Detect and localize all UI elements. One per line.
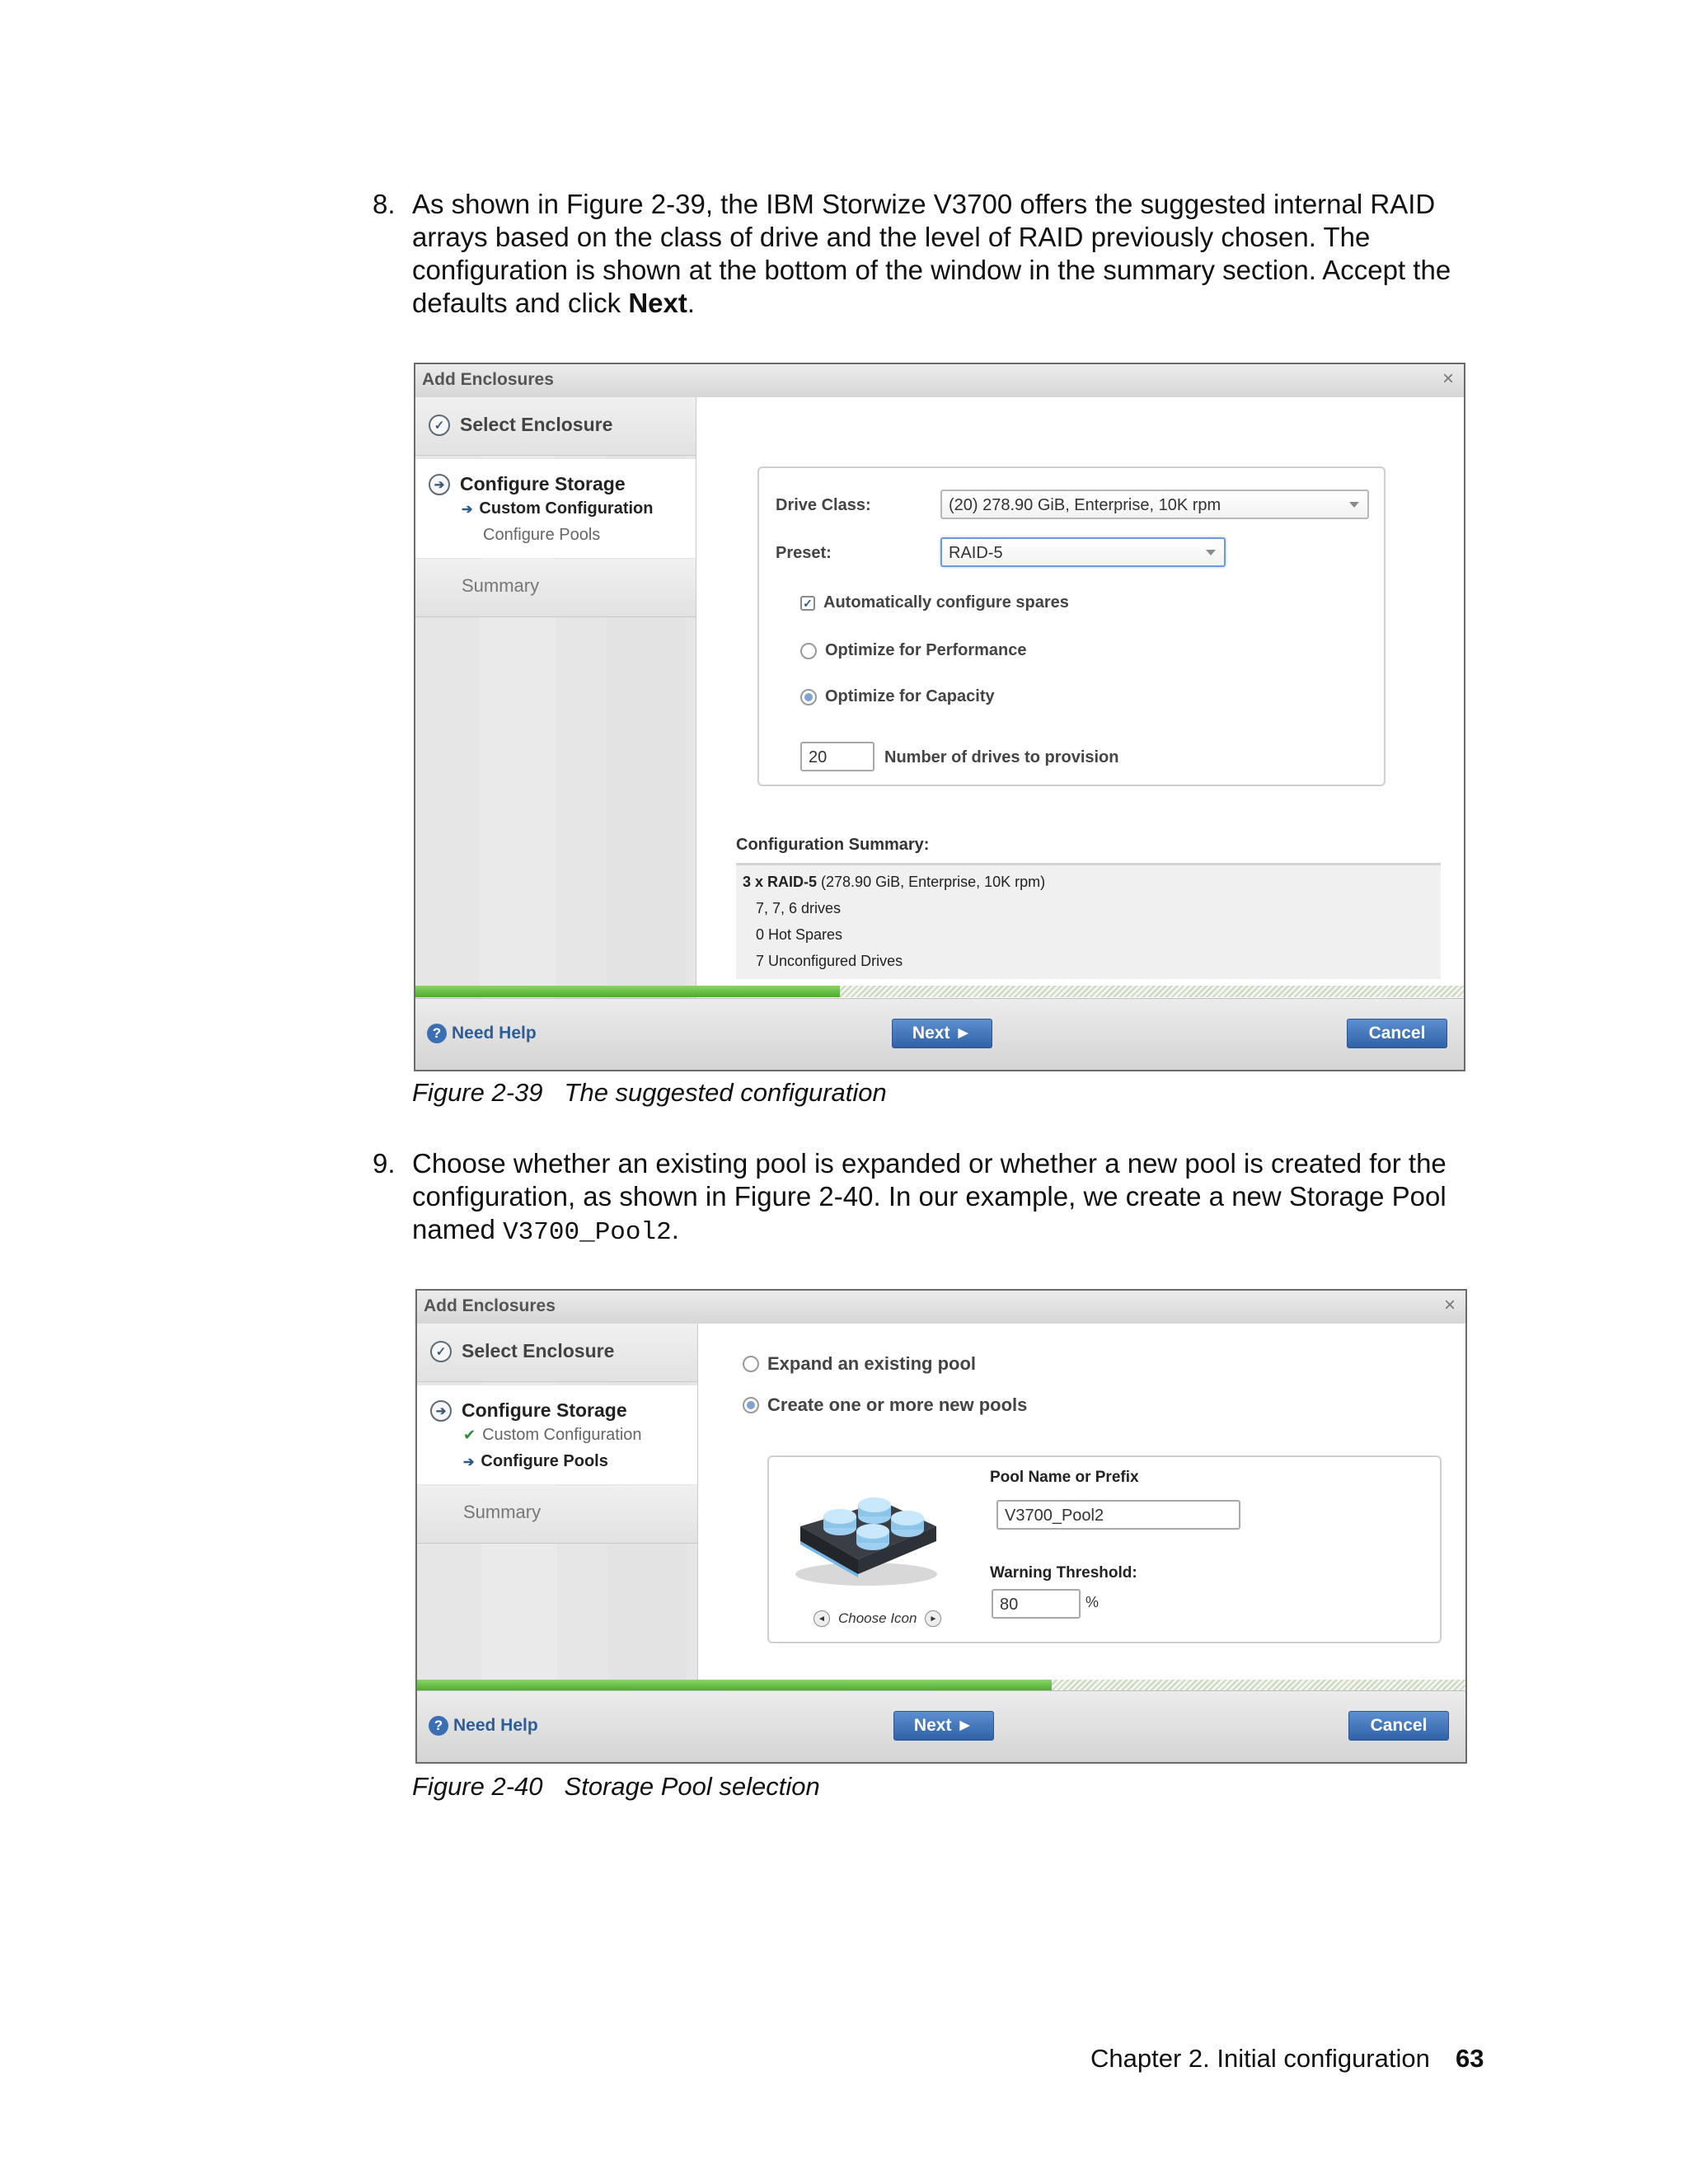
caption-text: The suggested configuration <box>564 1078 887 1107</box>
arrow-right-icon: ➔ <box>463 1455 475 1469</box>
cancel-button[interactable]: Cancel <box>1348 1711 1449 1741</box>
nav-band-summary <box>415 559 696 617</box>
nav-step-select-enclosure[interactable] <box>429 414 612 436</box>
create-new-radio[interactable] <box>743 1394 1027 1416</box>
progress-fill <box>417 1680 1052 1691</box>
choose-icon-control[interactable] <box>814 1610 941 1627</box>
step-text-end: . <box>671 1214 679 1244</box>
step-text <box>412 188 1500 320</box>
preset-label: Preset: <box>776 544 832 562</box>
check-icon: ✔ <box>463 1427 476 1443</box>
nav-label: Select Enclosure <box>462 1340 615 1361</box>
nav-step-configure-storage[interactable] <box>429 473 626 495</box>
step-number: 9. <box>373 1148 396 1179</box>
nav-label: Select Enclosure <box>460 414 613 435</box>
nav-sub-custom-configuration[interactable] <box>462 499 654 518</box>
nav-label: Configure Storage <box>460 473 626 494</box>
step-text <box>412 1147 1500 1249</box>
help-icon: ? <box>429 1716 448 1736</box>
drive-class-label: Drive Class: <box>776 496 871 514</box>
close-icon[interactable]: × <box>1443 1294 1456 1316</box>
radio-selected-icon <box>743 1397 759 1413</box>
add-enclosures-dialog-pools <box>415 1289 1467 1764</box>
nav-sub-custom-configuration[interactable] <box>463 1426 642 1445</box>
need-help-link[interactable] <box>429 1716 538 1736</box>
caption-number: Figure 2-40 <box>412 1772 543 1801</box>
percent-label: % <box>1085 1594 1100 1610</box>
optimize-capacity-label: Optimize for Capacity <box>825 687 995 705</box>
auto-spares-checkbox[interactable] <box>800 593 1069 612</box>
close-icon[interactable]: × <box>1442 368 1454 390</box>
dialog-footer <box>415 998 1464 1070</box>
wizard-nav <box>417 1324 698 1714</box>
nav-sub-label: Configure Pools <box>481 1452 608 1470</box>
summary-line-unconfigured: 7 Unconfigured Drives <box>756 953 903 969</box>
drives-count-input[interactable]: 20 <box>800 742 874 771</box>
config-summary-box <box>736 863 1441 979</box>
check-circle-icon: ✓ <box>430 1341 452 1362</box>
drive-class-value: (20) 278.90 GiB, Enterprise, 10K rpm <box>949 496 1221 514</box>
config-summary-heading: Configuration Summary: <box>736 836 930 854</box>
nav-label: Configure Storage <box>462 1399 627 1421</box>
summary-line-raid <box>743 874 1045 891</box>
figure-2-39-caption <box>412 1078 887 1108</box>
chapter-footer: Chapter 2. Initial configuration <box>1090 2044 1430 2073</box>
radio-icon <box>800 643 817 659</box>
nav-sub-configure-pools[interactable] <box>483 526 600 545</box>
dialog-title: Add Enclosures <box>424 1296 556 1315</box>
next-button[interactable]: Next ► <box>893 1711 994 1741</box>
dialog-footer <box>417 1690 1465 1762</box>
step-text-body: Choose whether an existing pool is expanded or whether a new pool is created for the configuration, as shown in Figure 2-40. In our example, we create a new Storage Pool named <box>412 1148 1447 1244</box>
create-new-label: Create one or more new pools <box>767 1394 1028 1415</box>
warning-threshold-label: Warning Threshold: <box>990 1564 1137 1582</box>
warning-threshold-input[interactable]: 80 <box>992 1589 1081 1619</box>
drives-count-label: Number of drives to provision <box>884 748 1119 766</box>
dialog-titlebar <box>417 1291 1465 1324</box>
optimize-performance-label: Optimize for Performance <box>825 641 1027 659</box>
auto-spares-label: Automatically configure spares <box>823 593 1069 612</box>
step-8 <box>373 188 1493 320</box>
next-button[interactable]: Next ► <box>892 1019 992 1048</box>
arrow-circle-icon: ➔ <box>429 474 450 495</box>
wizard-progress-bar <box>415 986 1464 997</box>
wizard-progress-bar <box>417 1680 1465 1691</box>
nav-sub-label: Configure Pools <box>483 526 601 544</box>
summary-line-spares: 0 Hot Spares <box>756 926 843 943</box>
chevron-down-icon <box>1206 550 1216 555</box>
summary-raid-bold: 3 x RAID-5 <box>743 874 818 890</box>
arrow-right-icon[interactable]: ► <box>925 1610 941 1627</box>
caption-number: Figure 2-39 <box>412 1078 543 1107</box>
dialog-title: Add Enclosures <box>422 370 554 389</box>
step-text-end: . <box>687 288 696 318</box>
nav-sub-label: Custom Configuration <box>482 1426 642 1444</box>
add-enclosures-dialog-raid <box>414 363 1465 1071</box>
drive-options-panel <box>757 466 1386 786</box>
nav-step-configure-storage[interactable] <box>430 1399 627 1422</box>
summary-raid-detail: (278.90 GiB, Enterprise, 10K rpm) <box>817 874 1046 890</box>
optimize-performance-radio[interactable] <box>800 641 1027 660</box>
pool-name-input[interactable]: V3700_Pool2 <box>996 1500 1240 1530</box>
wizard-content <box>696 397 1464 981</box>
cancel-button[interactable]: Cancel <box>1347 1019 1447 1048</box>
nav-step-summary[interactable]: Summary <box>463 1502 542 1522</box>
check-circle-icon: ✓ <box>429 415 450 436</box>
nav-band-summary <box>417 1485 697 1544</box>
pool-name-code: V3700_Pool2 <box>503 1218 672 1247</box>
new-pool-panel <box>767 1455 1442 1643</box>
drive-class-select[interactable] <box>940 490 1369 519</box>
need-help-label: Need Help <box>452 1024 537 1043</box>
radio-icon <box>743 1356 759 1372</box>
checkbox-checked-icon: ✓ <box>800 596 815 611</box>
nav-step-summary[interactable]: Summary <box>462 575 540 596</box>
step-9 <box>373 1147 1493 1246</box>
nav-step-select-enclosure[interactable] <box>430 1340 614 1362</box>
step-bold-next: Next <box>628 288 687 318</box>
progress-fill <box>415 986 840 997</box>
preset-value: RAID-5 <box>949 544 1003 562</box>
chevron-down-icon <box>1349 502 1359 508</box>
help-icon: ? <box>427 1024 447 1043</box>
need-help-label: Need Help <box>453 1716 538 1735</box>
arrow-left-icon[interactable]: ◄ <box>814 1610 830 1627</box>
storage-pool-icon <box>784 1469 949 1592</box>
arrow-circle-icon: ➔ <box>430 1400 452 1422</box>
wizard-content <box>698 1324 1465 1670</box>
expand-existing-label: Expand an existing pool <box>767 1353 977 1374</box>
caption-text: Storage Pool selection <box>564 1772 820 1801</box>
optimize-capacity-radio[interactable] <box>800 687 995 706</box>
dialog-titlebar <box>415 364 1464 398</box>
preset-select[interactable] <box>940 537 1226 567</box>
step-number: 8. <box>373 189 396 219</box>
radio-selected-icon <box>800 689 817 705</box>
figure-2-40-caption <box>412 1772 820 1802</box>
arrow-right-icon: ➔ <box>462 502 473 517</box>
page-number: 63 <box>1456 2044 1484 2073</box>
wizard-nav <box>415 397 696 1022</box>
step-text-body: As shown in Figure 2-39, the IBM Storwize V3700 offers the suggested internal RAID arrays based on the class of drive and the level of RAID previously chosen. The configuration is shown at the bottom of the window in the summary section. Accept the defaults and click <box>412 189 1451 318</box>
expand-existing-radio[interactable] <box>743 1353 976 1375</box>
summary-line-drives: 7, 7, 6 drives <box>756 900 842 916</box>
pool-name-label: Pool Name or Prefix <box>990 1469 1139 1486</box>
need-help-link[interactable] <box>427 1024 537 1043</box>
choose-icon-label: Choose Icon <box>838 1610 917 1626</box>
nav-sub-configure-pools[interactable] <box>463 1452 608 1471</box>
nav-sub-label: Custom Configuration <box>479 499 654 518</box>
